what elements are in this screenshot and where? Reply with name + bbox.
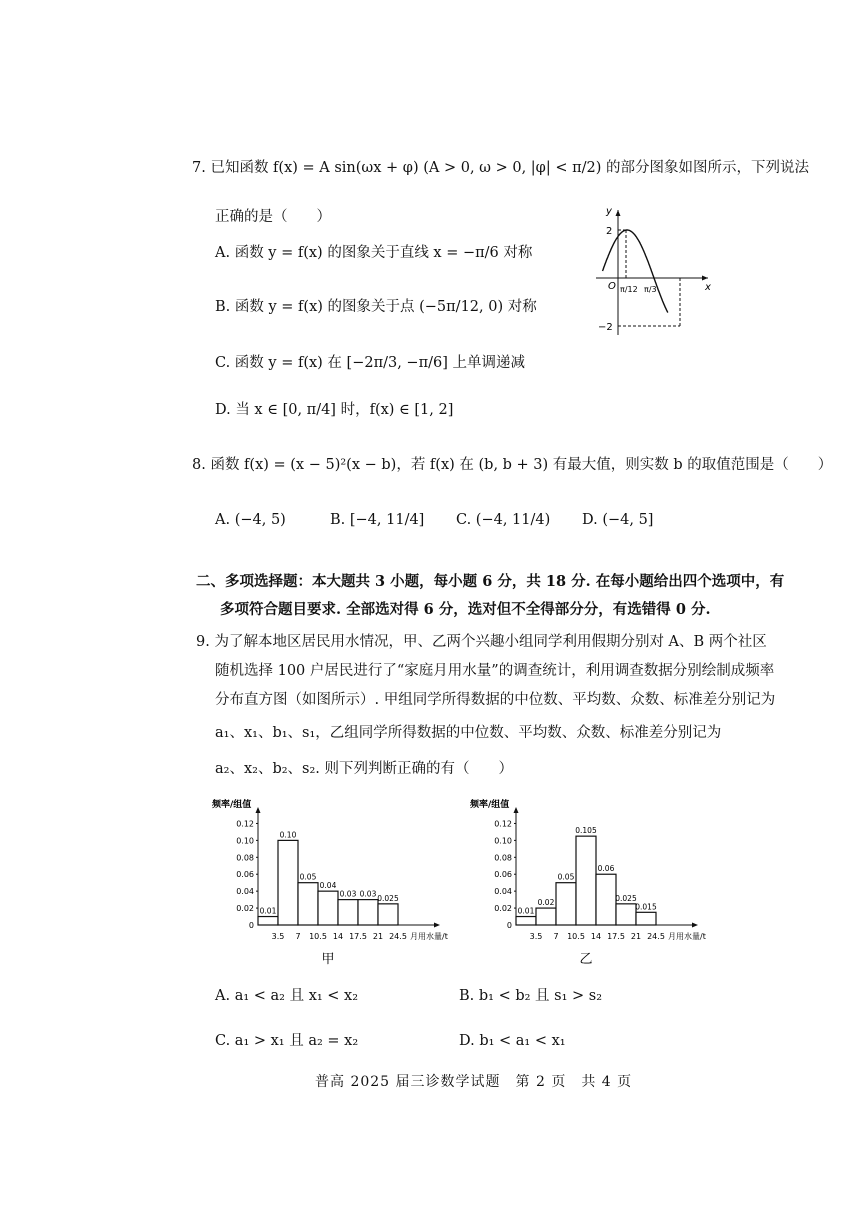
section2-line1: 二、多项选择题：本大题共 3 小题，每小题 6 分，共 18 分. 在每小题给出四个选项中，有 bbox=[196, 573, 785, 590]
histogram-bar bbox=[278, 840, 298, 925]
y-tick-label: 0.06 bbox=[494, 870, 512, 880]
q8-option-b: B. [−4, 11/4] bbox=[330, 512, 425, 528]
bar-data-label: 0.01 bbox=[517, 906, 535, 916]
histogram-bar bbox=[318, 891, 338, 925]
bar-data-label: 0.05 bbox=[299, 872, 317, 882]
y-tick-label: 0 bbox=[506, 921, 512, 930]
bar-data-label: 0.03 bbox=[339, 889, 357, 899]
histogram-bar bbox=[576, 836, 596, 925]
x-tick-label: 17.5 bbox=[349, 932, 367, 941]
tick-pi-over-12: π/12 bbox=[620, 285, 638, 294]
y-axis-arrow-icon bbox=[256, 807, 261, 813]
q7-option-d: D. 当 x ∈ [0, π/4] 时，f(x) ∈ [1, 2] bbox=[215, 402, 454, 418]
x-tick-label: 7 bbox=[553, 932, 559, 941]
y-tick-label: 0.10 bbox=[236, 836, 254, 846]
section2-line2: 多项符合题目要求. 全部选对得 6 分，选对但不全得部分分，有选错得 0 分. bbox=[220, 601, 711, 618]
sine-curve bbox=[603, 230, 668, 313]
y-axis-label: y bbox=[606, 206, 612, 217]
x-tick-label: 21 bbox=[372, 932, 384, 941]
histogram-yi bbox=[468, 795, 723, 970]
x-axis-label: x bbox=[705, 282, 711, 293]
bar-data-label: 0.015 bbox=[635, 902, 657, 912]
bar-data-label: 0.025 bbox=[377, 893, 399, 903]
y-tick-label: 0.06 bbox=[236, 870, 254, 880]
x-tick-label: 14 bbox=[590, 932, 602, 941]
y-axis-arrow-icon bbox=[514, 807, 519, 813]
histogram-bar bbox=[556, 883, 576, 925]
bar-data-label: 0.05 bbox=[557, 872, 575, 882]
origin-label: O bbox=[608, 281, 616, 292]
y-tick-label: 0.12 bbox=[494, 819, 512, 829]
bar-data-label: 0.025 bbox=[615, 893, 637, 903]
bar-data-label: 0.10 bbox=[279, 830, 297, 840]
q9-option-b: B. b₁ < b₂ 且 s₁ > s₂ bbox=[459, 988, 603, 1004]
y-axis-title: 频率/组值 bbox=[212, 800, 252, 810]
y-tick-label: 0.08 bbox=[236, 853, 254, 863]
histogram-bar bbox=[516, 917, 536, 925]
x-axis-title: 月用水量/t bbox=[668, 932, 706, 941]
histogram-bar bbox=[596, 874, 616, 925]
y-tick-label: 0.02 bbox=[236, 904, 254, 914]
y-max-label: 2 bbox=[606, 226, 613, 237]
q8-option-a: A. (−4, 5) bbox=[215, 512, 286, 528]
q7-option-b: B. 函数 y = f(x) 的图象关于点 (−5π/12, 0) 对称 bbox=[215, 299, 537, 315]
histogram-bar bbox=[378, 904, 398, 925]
bar-data-label: 0.02 bbox=[537, 898, 555, 908]
histogram-bar bbox=[258, 917, 278, 925]
page-footer: 普高 2025 届三诊数学试题 第 2 页 共 4 页 bbox=[315, 1074, 633, 1090]
y-tick-label: 0 bbox=[248, 921, 254, 930]
x-axis-title: 月用水量/t bbox=[410, 932, 448, 941]
histogram-jia bbox=[210, 795, 465, 970]
chart-title: 甲 bbox=[321, 952, 335, 967]
histogram-bar bbox=[358, 900, 378, 925]
bar-data-label: 0.01 bbox=[259, 906, 277, 916]
y-tick-label: 0.12 bbox=[236, 819, 254, 829]
y-tick-label: 0.08 bbox=[494, 853, 512, 863]
x-tick-label: 3.5 bbox=[271, 932, 285, 941]
y-min-label: −2 bbox=[598, 322, 613, 333]
q9-option-d: D. b₁ < a₁ < x₁ bbox=[459, 1033, 566, 1049]
q9-line-3: 分布直方图（如图所示）. 甲组同学所得数据的中位数、平均数、众数、标准差分别记为 bbox=[215, 692, 776, 708]
chart-title: 乙 bbox=[579, 952, 593, 967]
q9-option-a: A. a₁ < a₂ 且 x₁ < x₂ bbox=[215, 988, 359, 1004]
y-tick-label: 0.10 bbox=[494, 836, 512, 846]
histogram-bar bbox=[298, 883, 318, 925]
x-tick-label: 10.5 bbox=[309, 932, 327, 941]
x-axis-arrow-icon bbox=[702, 276, 708, 281]
q9-line-5: a₂、x₂、b₂、s₂. 则下列判断正确的有（ ） bbox=[215, 761, 514, 777]
x-tick-label: 10.5 bbox=[567, 932, 585, 941]
q9-line-1: 9. 为了解本地区居民用水情况，甲、乙两个兴趣小组同学利用假期分别对 A、B 两个社区 bbox=[196, 634, 767, 650]
x-tick-label: 24.5 bbox=[389, 932, 407, 941]
bar-data-label: 0.04 bbox=[319, 881, 337, 891]
x-axis-arrow-icon bbox=[434, 923, 440, 928]
bar-data-label: 0.105 bbox=[575, 826, 597, 836]
q9-line-2: 随机选择 100 户居民进行了“家庭月用水量”的调查统计，利用调查数据分别绘制成频率 bbox=[215, 663, 775, 679]
y-axis-arrow-icon bbox=[616, 210, 621, 216]
y-tick-label: 0.02 bbox=[494, 904, 512, 914]
x-axis-arrow-icon bbox=[692, 923, 698, 928]
histogram-bar bbox=[536, 908, 556, 925]
x-tick-label: 14 bbox=[332, 932, 344, 941]
q7-sine-graph bbox=[588, 200, 718, 340]
bar-data-label: 0.06 bbox=[597, 864, 615, 874]
x-tick-label: 17.5 bbox=[607, 932, 625, 941]
tick-pi-over-3: π/3 bbox=[644, 285, 657, 294]
q7-stem: 7. 已知函数 f(x) = A sin(ωx + φ) (A > 0, ω > 0, |φ| < π/2) 的部分图象如图所示，下列说法 bbox=[192, 160, 809, 176]
y-tick-label: 0.04 bbox=[494, 887, 512, 897]
bar-data-label: 0.03 bbox=[359, 889, 377, 899]
q7-stem-continued: 正确的是（ ） bbox=[215, 209, 331, 225]
q9-line-4: a₁、x₁、b₁、s₁，乙组同学所得数据的中位数、平均数、众数、标准差分别记为 bbox=[215, 725, 722, 741]
x-tick-label: 24.5 bbox=[647, 932, 665, 941]
histogram-bar bbox=[636, 912, 656, 925]
q8-option-d: D. (−4, 5] bbox=[582, 512, 654, 528]
q8-option-c: C. (−4, 11/4) bbox=[456, 512, 551, 528]
q9-option-c: C. a₁ > x₁ 且 a₂ = x₂ bbox=[215, 1033, 359, 1049]
x-tick-label: 3.5 bbox=[529, 932, 543, 941]
x-tick-label: 21 bbox=[630, 932, 642, 941]
x-tick-label: 7 bbox=[295, 932, 301, 941]
q8-stem: 8. 函数 f(x) = (x − 5)²(x − b)，若 f(x) 在 (b, b + 3) 有最大值，则实数 b 的取值范围是（ ） bbox=[192, 457, 833, 473]
histogram-bar bbox=[338, 900, 358, 925]
y-tick-label: 0.04 bbox=[236, 887, 254, 897]
q7-option-c: C. 函数 y = f(x) 在 [−2π/3, −π/6] 上单调递减 bbox=[215, 355, 525, 371]
histogram-bar bbox=[616, 904, 636, 925]
y-axis-title: 频率/组值 bbox=[470, 800, 510, 810]
q7-option-a: A. 函数 y = f(x) 的图象关于直线 x = −π/6 对称 bbox=[215, 245, 533, 261]
